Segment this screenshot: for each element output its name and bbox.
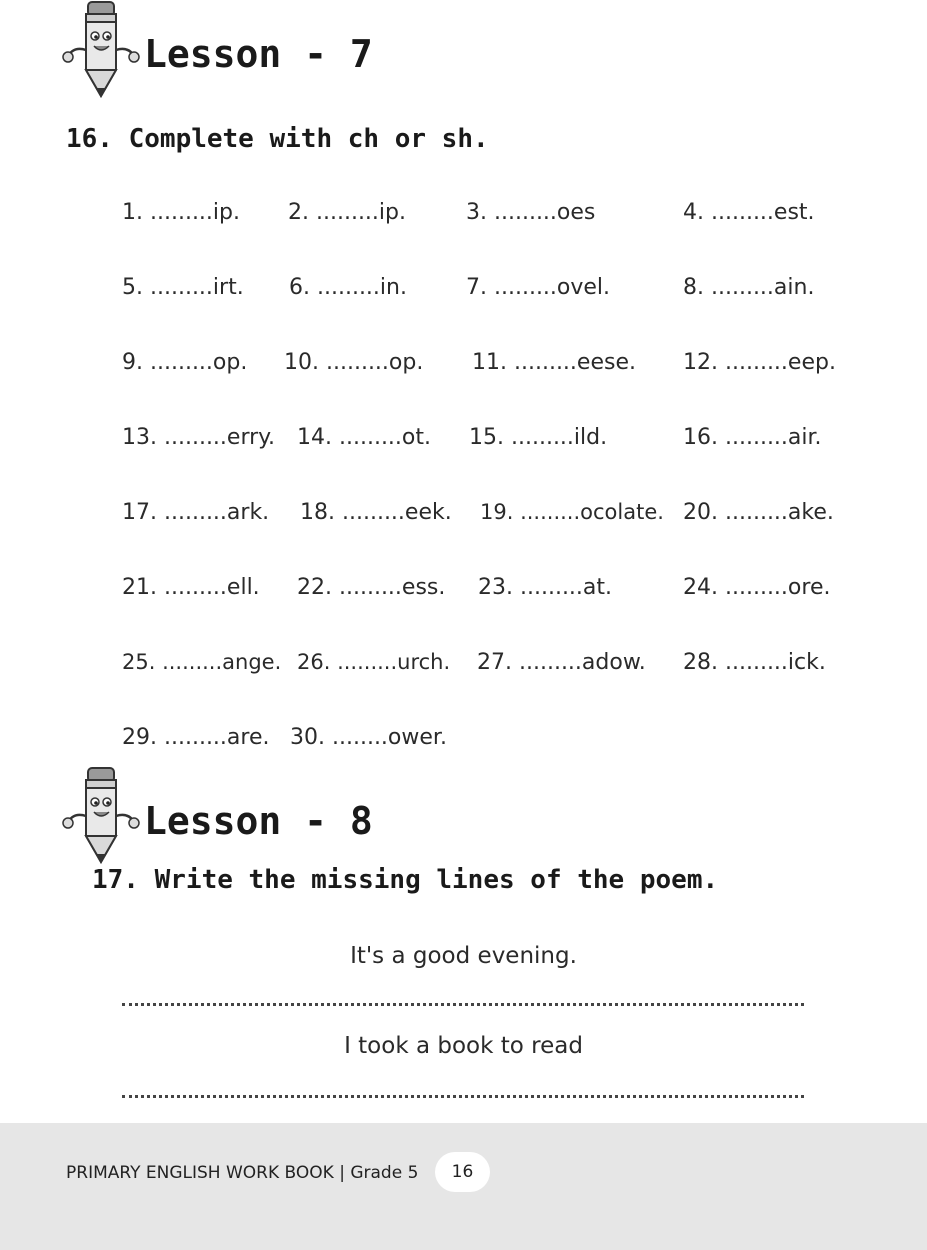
exercise-item: 14. .........ot. [297, 425, 431, 450]
question-16-title: 16. Complete with ch or sh. [66, 124, 489, 154]
exercise-item: 1. .........ip. [122, 200, 240, 225]
exercise-item: 19. .........ocolate. [480, 500, 664, 524]
exercise-item: 22. .........ess. [297, 575, 446, 600]
exercise-item: 5. .........irt. [122, 275, 244, 300]
question-17-title: 17. Write the missing lines of the poem. [92, 865, 719, 895]
exercise-item: 24. .........ore. [683, 575, 831, 600]
lesson-8-title: Lesson - 8 [144, 799, 373, 843]
page-number: 16 [435, 1152, 490, 1192]
exercise-item: 16. .........air. [683, 425, 822, 450]
exercise-item: 11. .........eese. [472, 350, 636, 375]
answer-line [122, 1095, 804, 1098]
exercise-item: 20. .........ake. [683, 500, 834, 525]
poem-line: It's a good evening. [350, 943, 577, 969]
lesson-7-title: Lesson - 7 [144, 32, 373, 76]
exercise-item: 27. .........adow. [477, 650, 646, 675]
exercise-item: 26. .........urch. [297, 650, 451, 674]
exercise-item: 9. .........op. [122, 350, 248, 375]
exercise-item: 21. .........ell. [122, 575, 260, 600]
exercise-item: 23. .........at. [478, 575, 613, 600]
pencil-mascot-icon [62, 0, 142, 100]
exercise-item: 12. .........eep. [683, 350, 836, 375]
exercise-item: 8. .........ain. [683, 275, 815, 300]
exercise-item: 30. ........ower. [290, 725, 447, 750]
exercise-item: 4. .........est. [683, 200, 815, 225]
exercise-item: 29. .........are. [122, 725, 270, 750]
answer-line [122, 1003, 804, 1006]
exercise-item: 6. .........in. [289, 275, 407, 300]
exercise-item: 10. .........op. [284, 350, 424, 375]
footer-book-title: PRIMARY ENGLISH WORK BOOK | Grade 5 [66, 1163, 419, 1183]
exercise-item: 2. .........ip. [288, 200, 406, 225]
exercise-item: 28. .........ick. [683, 650, 826, 675]
exercise-item: 18. .........eek. [300, 500, 452, 525]
exercise-item: 15. .........ild. [469, 425, 608, 450]
exercise-item: 7. .........ovel. [466, 275, 611, 300]
exercise-item: 13. .........erry. [122, 425, 276, 450]
exercise-item: 3. .........oes [466, 200, 596, 225]
pencil-mascot-icon [62, 766, 142, 866]
exercise-item: 25. .........ange. [122, 650, 282, 674]
poem-line: I took a book to read [344, 1033, 583, 1059]
exercise-item: 17. .........ark. [122, 500, 270, 525]
